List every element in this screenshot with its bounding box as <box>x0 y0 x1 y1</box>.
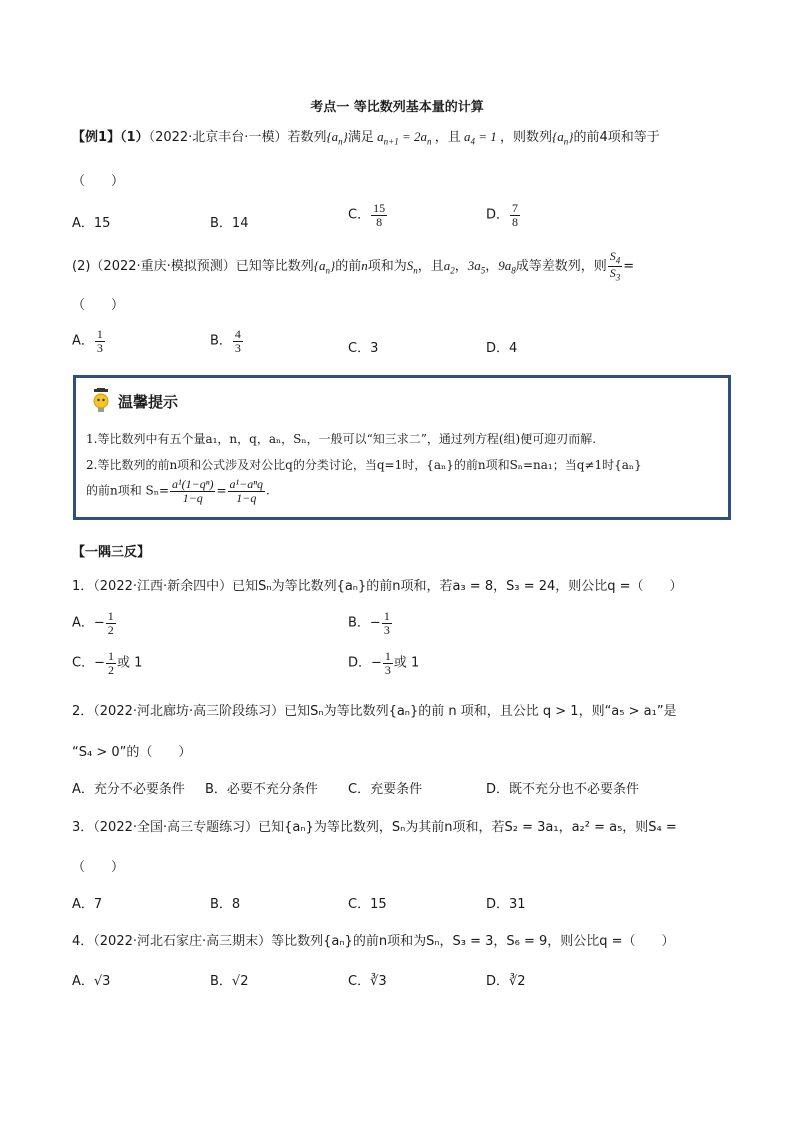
option-a: A． $\frac{1}{3}$ <box>72 327 103 355</box>
option-c: C．15 <box>348 897 387 912</box>
lightbulb-icon <box>90 388 112 414</box>
option-d: D．31 <box>486 897 526 912</box>
option-c: C．− $\frac{1}{2}$ 或 1 <box>72 649 143 677</box>
option-c: C． $\frac{15}{8}$ <box>348 201 386 229</box>
tip-box <box>73 375 731 520</box>
section-heading: 【一隅三反】 <box>72 545 151 560</box>
option-d: D．∛2 <box>486 974 526 989</box>
tip-line-2: 2.等比数列的前n项和公式涉及对公比q的分类讨论，当q=1时，{aₙ}的前n项和Sₙ=na₁；当q≠1时{aₙ} <box>86 458 642 472</box>
option-d: D．既不充分也不必要条件 <box>486 782 640 797</box>
option-d: D． $\frac{7}{8}$ <box>486 201 519 229</box>
option-c: C．充要条件 <box>348 782 423 797</box>
option-b: B．必要不充分条件 <box>205 782 318 797</box>
option-a: A．7 <box>72 897 103 912</box>
problem-4: 4．（2022·河北石家庄·高三期末）等比数列{aₙ}的前n项和为Sₙ，S₃ = 3，S₆ = 9，则公比q =（ ） <box>72 934 675 949</box>
option-b: B．8 <box>210 897 241 912</box>
tip-title: 温馨提示 <box>118 392 179 411</box>
answer-paren: （ ） <box>72 860 125 875</box>
tip-header <box>90 388 178 414</box>
example-tag: 【例1】 <box>72 130 121 145</box>
tip-line-3: 的前n项和 Sₙ= $\frac{\text{a¹(1−qⁿ)}}{1-q}$ = $\frac{\text{a¹−aⁿq}}{1-q}$ . <box>86 477 270 505</box>
example-1-q2: (2)（2022·重庆·模拟预测）已知等比数列$\{a_n\}$的前n项和为$S_n$，且$a_2$，$3a_5$，$9a_8$成等差数列，则 $\frac{S_4}{S_3}$ = <box>72 249 635 283</box>
problem-2: 2．（2022·河北廊坊·高三阶段练习）已知Sₙ为等比数列{aₙ}的前 n 项和，且公比 q > 1，则“a₅ > a₁”是 <box>72 704 677 719</box>
option-d: D．4 <box>486 341 518 356</box>
option-b: B．− $\frac{1}{3}$ <box>348 609 390 637</box>
option-b: B． $\frac{4}{3}$ <box>210 327 241 355</box>
option-b: B．14 <box>210 216 249 231</box>
answer-paren: （ ） <box>72 174 125 189</box>
option-a: A．15 <box>72 216 111 231</box>
tip-line-1: 1.等比数列中有五个量a₁，n，q，aₙ，Sₙ，一般可以“知三求二”，通过列方程(组)便可迎刃而解. <box>86 432 597 446</box>
option-c: C．3 <box>348 341 379 356</box>
problem-3: 3．（2022·全国·高三专题练习）已知{aₙ}为等比数列，Sₙ为其前n项和，若S₂ = 3a₁，a₂² = a₅，则S₄ = <box>72 820 677 835</box>
option-a: A．充分不必要条件 <box>72 782 185 797</box>
page-title: 考点一 等比数列基本量的计算 <box>310 100 484 115</box>
example-1-q1: 【例1】（1）（2022·北京丰台·一模）若数列$\{a_n\}$满足 $a_{n+1} = 2a_n$ ，且 $a_4 = 1$ ，则数列$\{a_n\}$的前4项和等于 <box>72 129 660 147</box>
problem-1: 1．（2022·江西·新余四中）已知Sₙ为等比数列{aₙ}的前n项和，若a₃ = 8，S₃ = 24，则公比q =（ ） <box>72 579 683 594</box>
option-c: C．∛3 <box>348 974 387 989</box>
option-a: A．− $\frac{1}{2}$ <box>72 609 114 637</box>
answer-paren: （ ） <box>72 298 125 313</box>
option-a: A．√3 <box>72 974 111 989</box>
option-d: D．− $\frac{1}{3}$ 或 1 <box>348 649 420 677</box>
option-b: B．√2 <box>210 974 249 989</box>
problem-2-line-2: “S₄ > 0”的（ ） <box>72 745 192 760</box>
